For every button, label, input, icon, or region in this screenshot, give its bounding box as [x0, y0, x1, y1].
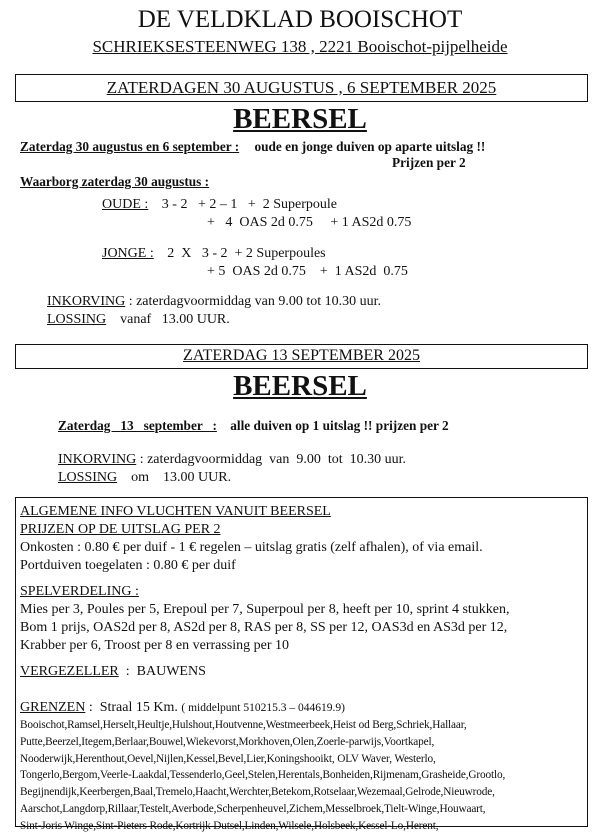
grenzen-line: Begijnendijk,Keerbergen,Baal,Tremelo,Haacht,Werchter,Betekom,Rotselaar,Wezemaal,Gelrode,Nieuwrode, — [20, 786, 495, 799]
intro-2-text: alle duiven op 1 uitslag !! prijzen per 2 — [230, 418, 449, 433]
guarantee-label: Waarborg zaterdag 30 augustus : — [20, 174, 210, 189]
grenzen-list — [20, 717, 590, 835]
info-prizes-heading: PRIJZEN OP DE UITSLAG PER 2 — [20, 522, 221, 537]
date-banner-2 — [15, 344, 588, 369]
spel-line-3: Krabber per 6, Troost per 8 en verrassing per 10 — [20, 638, 290, 653]
spel-line-1: Mies per 3, Poules per 5, Erepoul per 7, Superpoul per 8, heeft per 10, sprint 4 stukken, — [20, 602, 510, 617]
date-banner-2-text: ZATERDAG 13 SEPTEMBER 2025 — [183, 347, 420, 364]
grenzen-center: ( middelpunt 510215.3 – 044619.9) — [181, 702, 345, 714]
spel-heading: SPELVERDELING : — [20, 584, 139, 599]
prizes-1: Prijzen per 2 — [392, 155, 466, 170]
spel-line-2: Bom 1 prijs, OAS2d per 8, AS2d per 8, RAS per 8, SS per 12, OAS3d en AS3d per 12, — [20, 620, 508, 635]
lossing-2-label: LOSSING — [58, 470, 118, 485]
intro-2-label: Zaterdag 13 september : — [58, 418, 217, 433]
oude-line-2: + 4 OAS 2d 0.75 + 1 AS2d 0.75 — [207, 215, 412, 230]
grenzen-line: Booischot,Ramsel,Herselt,Heultje,Hulshout,Houtvenne,Westmeerbeek,Heist od Berg,Schriek,Hallaar, — [20, 719, 467, 731]
grenzen-line: Sint-Joris Winge,Sint-Pieters Rode,Kortrijk Dutsel,Linden,Wilsele,Holsbeek,Kessel-Lo,Herent, — [20, 819, 439, 832]
jonge-line-2: + 5 OAS 2d 0.75 + 1 AS2d 0.75 — [207, 264, 408, 279]
grenzen-label: GRENZEN — [20, 700, 86, 715]
vergezeller-label: VERGEZELLER — [20, 664, 119, 679]
general-info — [20, 503, 590, 835]
intro-2 — [58, 418, 449, 434]
club-title: DE VELDKLAD BOOISCHOT — [137, 6, 463, 33]
inkorving-2-label: INKORVING — [58, 452, 137, 467]
lossing-2 — [58, 470, 231, 486]
jonge-text-1: 2 X 3 - 2 + 2 Superpoules — [167, 246, 326, 261]
intro-1-label: Zaterdag 30 augustus en 6 september : — [20, 139, 240, 154]
info-heading: ALGEMENE INFO VLUCHTEN VANUIT BEERSEL — [20, 504, 331, 519]
location-title-1: BEERSEL — [233, 103, 367, 135]
lossing-1-label: LOSSING — [47, 312, 107, 327]
intro-1 — [20, 139, 485, 155]
vergezeller — [20, 663, 590, 681]
grenzen-line: Tongerlo,Bergom,Veerle-Laakdal,Tessenderlo,Geel,Stelen,Herentals,Bonheiden,Rijmenam,Grasheide,Grootlo, — [20, 769, 506, 782]
grenzen-line: Nooderwijk,Herenthout,Oevel,Nijlen,Kessel,Bevel,Lier,Koningshooikt, OLV Waver, Westerlo, — [20, 752, 436, 765]
info-port: Portduiven toegelaten : 0.80 € per duif — [20, 558, 236, 573]
lossing-1 — [47, 312, 230, 328]
oude-text-1: 3 - 2 + 2 – 1 + 2 Superpoule — [161, 197, 337, 212]
inkorving-1-label: INKORVING — [47, 294, 126, 309]
lossing-1-text: vanaf 13.00 UUR. — [106, 312, 230, 327]
intro-1-text: oude en jonge duiven op aparte uitslag !! — [254, 139, 486, 154]
grenzen-line: Putte,Beerzel,Itegem,Berlaar,Bouwel,Wiekevorst,Morkhoven,Olen,Zoerle-parwijs,Voortkapel, — [20, 735, 435, 748]
date-banner-1 — [15, 74, 588, 102]
jonge-label: JONGE : — [102, 246, 154, 261]
oude-label: OUDE : — [102, 197, 149, 212]
inkorving-1 — [47, 294, 381, 310]
lossing-2-text: om 13.00 UUR. — [117, 470, 232, 485]
inkorving-2-text: : zaterdagvoormiddag van 9.00 tot 10.30 uur. — [136, 452, 407, 467]
vergezeller-value: : BAUWENS — [118, 664, 206, 679]
location-title-2: BEERSEL — [233, 370, 367, 402]
info-costs: Onkosten : 0.80 € per duif - 1 € regelen – uitslag gratis (zelf afhalen), of via email. — [20, 540, 483, 555]
date-banner-1-text: ZATERDAGEN 30 AUGUSTUS , 6 SEPTEMBER 2025 — [106, 78, 497, 97]
inkorving-2 — [58, 452, 406, 468]
club-address: SCHRIEKSESTEENWEG 138 , 2221 Booischot-pijpelheide — [92, 37, 508, 56]
jonge-line-1 — [102, 246, 326, 262]
inkorving-1-text: : zaterdagvoormiddag van 9.00 tot 10.30 uur. — [125, 294, 382, 309]
grenzen-value: : Straal 15 Km. — [85, 700, 182, 715]
grenzen-line: Aarschot,Langdorp,Rillaar,Testelt,Averbode,Scherpenheuvel,Zichem,Messelbroek,Tielt-Winge,Houwaart, — [20, 802, 486, 815]
oude-line-1 — [102, 197, 337, 213]
grenzen — [20, 699, 590, 717]
